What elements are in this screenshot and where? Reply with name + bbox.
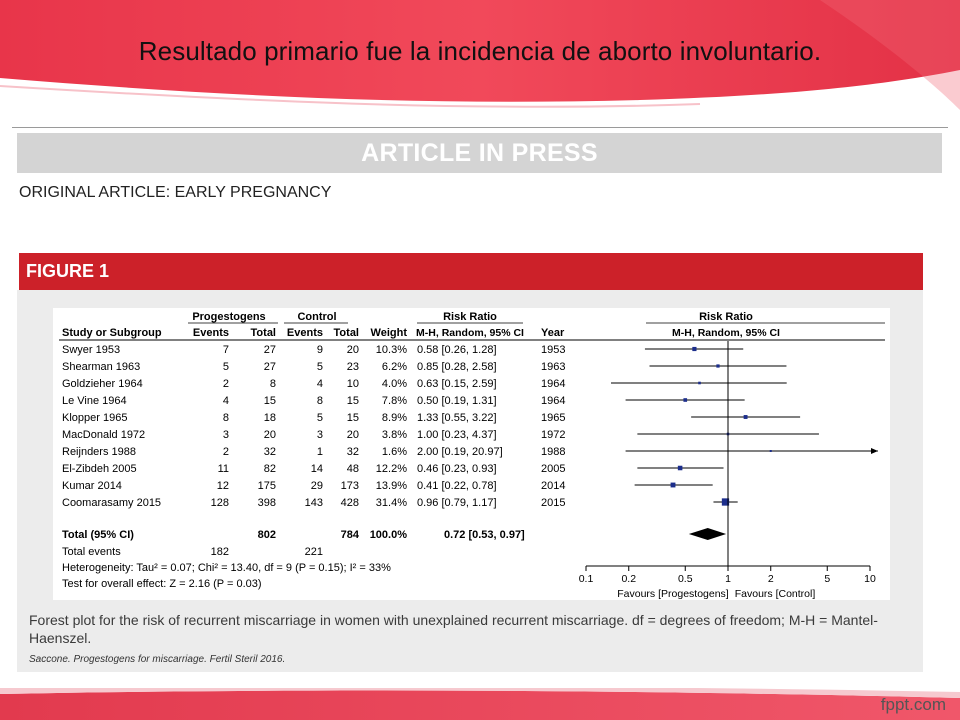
x-axis-tick-label: 10 bbox=[864, 573, 876, 585]
study-total-progestogens: 8 bbox=[269, 378, 276, 390]
article-in-press-banner bbox=[17, 133, 942, 173]
study-total-control: 428 bbox=[340, 497, 359, 509]
study-rows bbox=[62, 344, 565, 509]
study-total-control: 173 bbox=[340, 480, 359, 492]
study-year: 1972 bbox=[541, 429, 566, 441]
study-risk-ratio: 1.33 [0.55, 3.22] bbox=[417, 412, 497, 424]
study-total-control: 15 bbox=[346, 395, 359, 407]
study-total-progestogens: 20 bbox=[263, 429, 276, 441]
study-events-progestogens: 128 bbox=[210, 497, 229, 509]
total-rr: 0.72 [0.53, 0.97] bbox=[444, 529, 525, 541]
study-events-progestogens: 2 bbox=[222, 378, 229, 390]
study-name: Klopper 1965 bbox=[62, 412, 128, 424]
figure-caption: Forest plot for the risk of recurrent miscarriage in women with unexplained recurrent miscarriage. df = degrees of freedom; M-H = Mantel-Haenszel. bbox=[29, 612, 878, 646]
col-weight: Weight bbox=[370, 327, 407, 339]
footer-brand: fppt.com bbox=[880, 695, 946, 714]
study-events-progestogens: 2 bbox=[222, 446, 229, 458]
study-total-control: 20 bbox=[346, 429, 359, 441]
study-total-control: 23 bbox=[346, 361, 359, 373]
study-risk-ratio: 0.58 [0.26, 1.28] bbox=[417, 344, 497, 356]
study-total-control: 32 bbox=[346, 446, 359, 458]
study-weight: 8.9% bbox=[381, 412, 407, 424]
study-risk-ratio: 2.00 [0.19, 20.97] bbox=[417, 446, 503, 458]
study-events-progestogens: 5 bbox=[222, 361, 229, 373]
study-total-progestogens: 175 bbox=[257, 480, 276, 492]
study-total-progestogens: 27 bbox=[263, 361, 276, 373]
study-weight: 31.4% bbox=[375, 497, 407, 509]
study-events-progestogens: 7 bbox=[222, 344, 229, 356]
study-marker bbox=[716, 364, 719, 367]
overall-effect-text: Test for overall effect: Z = 2.16 (P = 0.03) bbox=[62, 578, 262, 590]
figure-credit: Saccone. Progestogens for miscarriage. Fertil Steril 2016. bbox=[29, 654, 286, 665]
study-year: 1964 bbox=[541, 378, 566, 390]
study-events-control: 14 bbox=[310, 463, 323, 475]
study-weight: 7.8% bbox=[381, 395, 407, 407]
study-name: Le Vine 1964 bbox=[62, 395, 127, 407]
study-events-control: 9 bbox=[316, 344, 323, 356]
pooled-diamond bbox=[689, 528, 726, 540]
x-axis-tick-label: 5 bbox=[824, 573, 831, 585]
study-risk-ratio: 0.96 [0.79, 1.17] bbox=[417, 497, 497, 509]
study-events-control: 5 bbox=[316, 361, 323, 373]
study-events-control: 5 bbox=[316, 412, 323, 424]
study-name: Reijnders 1988 bbox=[62, 446, 136, 458]
study-marker bbox=[671, 483, 676, 488]
x-axis-tick-label: 0.1 bbox=[578, 573, 594, 585]
study-events-progestogens: 8 bbox=[222, 412, 229, 424]
study-events-control: 4 bbox=[316, 378, 323, 390]
study-year: 2014 bbox=[541, 480, 566, 492]
col-events1: Events bbox=[192, 327, 229, 339]
forest-plot bbox=[53, 308, 890, 600]
study-total-progestogens: 398 bbox=[257, 497, 276, 509]
header-risk-ratio: Risk Ratio bbox=[443, 311, 497, 323]
study-name: Coomarasamy 2015 bbox=[62, 497, 162, 509]
study-weight: 10.3% bbox=[375, 344, 407, 356]
study-risk-ratio: 1.00 [0.23, 4.37] bbox=[417, 429, 497, 441]
study-name: Kumar 2014 bbox=[62, 480, 122, 492]
study-year: 1964 bbox=[541, 395, 566, 407]
study-risk-ratio: 0.85 [0.28, 2.58] bbox=[417, 361, 497, 373]
study-events-control: 1 bbox=[316, 446, 323, 458]
figure-label: FIGURE 1 bbox=[26, 261, 110, 281]
favours-right-label: Favours [Control] bbox=[734, 588, 816, 600]
header-control: Control bbox=[297, 311, 337, 323]
study-marker bbox=[683, 398, 687, 402]
study-marker bbox=[692, 347, 696, 351]
study-name: Goldzieher 1964 bbox=[62, 378, 143, 390]
study-events-progestogens: 12 bbox=[216, 480, 229, 492]
study-total-progestogens: 27 bbox=[263, 344, 276, 356]
x-axis bbox=[579, 566, 876, 585]
forest-plot-box bbox=[53, 308, 890, 600]
header-risk-ratio-plot: Risk Ratio bbox=[699, 311, 753, 323]
study-total-progestogens: 82 bbox=[263, 463, 276, 475]
col-rr-plot: M-H, Random, 95% CI bbox=[672, 327, 780, 339]
header-progestogens: Progestogens bbox=[192, 311, 266, 323]
x-axis-tick-label: 2 bbox=[767, 573, 774, 585]
col-total1: Total bbox=[250, 327, 276, 339]
col-events2: Events bbox=[286, 327, 323, 339]
study-weight: 1.6% bbox=[381, 446, 407, 458]
study-events-control: 3 bbox=[316, 429, 323, 441]
slide-footer-band bbox=[0, 688, 960, 720]
col-study: Study or Subgroup bbox=[62, 327, 162, 339]
study-weight: 13.9% bbox=[375, 480, 407, 492]
study-total-control: 10 bbox=[346, 378, 359, 390]
study-risk-ratio: 0.46 [0.23, 0.93] bbox=[417, 463, 497, 475]
total-label: Total (95% CI) bbox=[62, 529, 134, 541]
total-events2: 221 bbox=[304, 546, 323, 558]
total-events1: 182 bbox=[210, 546, 229, 558]
study-year: 1965 bbox=[541, 412, 566, 424]
study-name: MacDonald 1972 bbox=[62, 429, 146, 441]
study-weight: 3.8% bbox=[381, 429, 407, 441]
study-events-progestogens: 3 bbox=[222, 429, 229, 441]
study-total-progestogens: 32 bbox=[263, 446, 276, 458]
col-year: Year bbox=[541, 327, 565, 339]
study-events-progestogens: 11 bbox=[217, 463, 229, 475]
study-total-control: 15 bbox=[346, 412, 359, 424]
study-events-control: 8 bbox=[316, 395, 323, 407]
favours-left-label: Favours [Progestogens] bbox=[617, 588, 729, 600]
col-total2: Total bbox=[333, 327, 359, 339]
total-total1: 802 bbox=[257, 529, 276, 541]
slide-title: Resultado primario fue la incidencia de aborto involuntario. bbox=[138, 36, 822, 66]
total-events-label: Total events bbox=[62, 546, 121, 558]
study-events-progestogens: 4 bbox=[222, 395, 229, 407]
x-axis-tick-label: 0.2 bbox=[621, 573, 637, 585]
study-risk-ratio: 0.63 [0.15, 2.59] bbox=[417, 378, 497, 390]
study-year: 1953 bbox=[541, 344, 566, 356]
study-name: Shearman 1963 bbox=[62, 361, 141, 373]
study-risk-ratio: 0.50 [0.19, 1.31] bbox=[417, 395, 497, 407]
study-marker bbox=[698, 382, 701, 385]
x-axis-tick-label: 0.5 bbox=[677, 573, 693, 585]
col-rr: M-H, Random, 95% CI bbox=[416, 327, 524, 339]
figure-header bbox=[19, 253, 923, 290]
study-risk-ratio: 0.41 [0.22, 0.78] bbox=[417, 480, 497, 492]
study-total-progestogens: 15 bbox=[263, 395, 276, 407]
study-events-control: 143 bbox=[304, 497, 323, 509]
ci-arrow bbox=[871, 448, 878, 454]
study-events-control: 29 bbox=[310, 480, 323, 492]
study-year: 1963 bbox=[541, 361, 566, 373]
study-weight: 12.2% bbox=[375, 463, 407, 475]
heterogeneity-text: Heterogeneity: Tau² = 0.07; Chi² = 13.40, df = 9 (P = 0.15); I² = 33% bbox=[62, 562, 391, 574]
total-total2: 784 bbox=[340, 529, 359, 541]
section-label: ORIGINAL ARTICLE: EARLY PREGNANCY bbox=[19, 184, 332, 201]
x-axis-tick-label: 1 bbox=[725, 573, 731, 585]
study-weight: 4.0% bbox=[381, 378, 407, 390]
study-marker bbox=[744, 415, 748, 419]
study-year: 1988 bbox=[541, 446, 566, 458]
study-marker bbox=[770, 450, 772, 452]
study-total-control: 20 bbox=[346, 344, 359, 356]
study-name: Swyer 1953 bbox=[62, 344, 121, 356]
total-weight: 100.0% bbox=[369, 529, 407, 541]
plot-area bbox=[611, 341, 878, 566]
study-weight: 6.2% bbox=[381, 361, 407, 373]
study-total-control: 48 bbox=[346, 463, 359, 475]
study-marker bbox=[678, 466, 683, 471]
study-name: El-Zibdeh 2005 bbox=[62, 463, 137, 475]
article-in-press-text: ARTICLE IN PRESS bbox=[361, 138, 598, 167]
study-total-progestogens: 18 bbox=[263, 412, 276, 424]
study-year: 2015 bbox=[541, 497, 566, 509]
study-year: 2005 bbox=[541, 463, 566, 475]
divider-line bbox=[12, 127, 948, 128]
